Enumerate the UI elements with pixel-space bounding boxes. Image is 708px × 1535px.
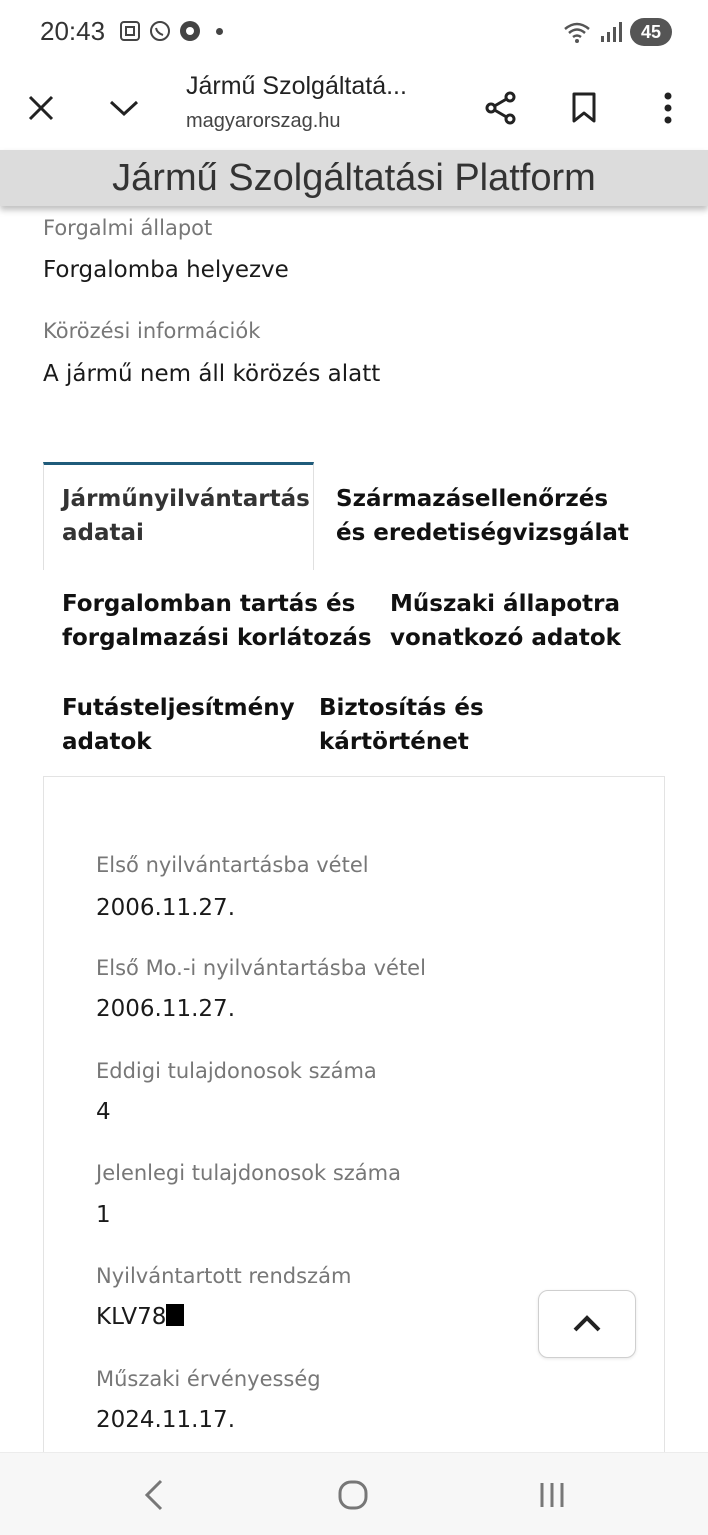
wanted-info-value: A jármű nem áll körözés alatt <box>43 361 381 387</box>
tab-label-line: adatai <box>62 520 144 546</box>
tab-technical-condition[interactable] <box>390 587 621 655</box>
previous-owners-label: Eddigi tulajdonosok száma <box>96 1059 377 1083</box>
browser-toolbar <box>0 66 708 150</box>
tab-label-line: és eredetiségvizsgálat <box>336 520 629 546</box>
more-options-button[interactable] <box>640 80 696 136</box>
back-button[interactable] <box>134 1475 174 1515</box>
tab-label-line: forgalmazási korlátozás <box>62 625 372 651</box>
technical-validity-value: 2024.11.17. <box>96 1407 235 1433</box>
tab-label-line: vonatkozó adatok <box>390 625 621 651</box>
tab-label-line: adatok <box>62 729 152 755</box>
traffic-status-value: Forgalomba helyezve <box>43 257 289 283</box>
media-icon <box>178 19 202 43</box>
chevron-down-icon <box>108 98 140 118</box>
tab-label-line: Forgalomban tartás és <box>62 591 356 617</box>
bookmark-icon <box>571 92 597 124</box>
tab-label-line: Származásellenőrzés <box>336 486 609 512</box>
redaction-box <box>166 1304 184 1326</box>
wanted-info-label: Körözési információk <box>43 319 261 343</box>
scroll-to-top-button[interactable] <box>538 1290 636 1358</box>
technical-validity-label: Műszaki érvényesség <box>96 1367 321 1391</box>
back-icon <box>143 1478 165 1512</box>
tab-vehicle-registry[interactable] <box>62 482 310 550</box>
current-owners-value: 1 <box>96 1202 111 1228</box>
first-registration-value: 2006.11.27. <box>96 895 235 921</box>
home-button[interactable] <box>333 1475 373 1515</box>
close-icon <box>27 94 55 122</box>
status-bar <box>0 0 708 66</box>
tab-origin-check[interactable] <box>336 482 629 550</box>
whatsapp-icon <box>148 19 172 43</box>
chevron-up-icon <box>572 1314 602 1334</box>
recents-button[interactable] <box>532 1475 572 1515</box>
more-notifications-dot <box>216 28 223 35</box>
home-icon <box>337 1479 369 1511</box>
wifi-icon <box>562 20 592 44</box>
tab-insurance[interactable] <box>319 691 484 759</box>
screenshot-icon <box>118 19 142 43</box>
current-owners-label: Jelenlegi tulajdonosok száma <box>96 1161 401 1185</box>
site-header <box>0 150 708 206</box>
tab-label-line: Járműnyilvántartás <box>62 486 310 512</box>
more-vert-icon <box>664 92 672 124</box>
close-tab-button[interactable] <box>13 80 69 136</box>
tab-traffic-restrictions[interactable] <box>62 587 372 655</box>
signal-icon <box>600 20 622 44</box>
first-registration-label: Első nyilvántartásba vétel <box>96 853 369 877</box>
recents-icon <box>537 1480 567 1510</box>
share-icon <box>484 91 518 125</box>
bookmark-button[interactable] <box>556 80 612 136</box>
traffic-status-label: Forgalmi állapot <box>43 216 213 240</box>
page-url[interactable]: magyarorszag.hu <box>186 110 341 132</box>
tab-mileage[interactable] <box>62 691 295 759</box>
tab-label-line: Futásteljesítmény <box>62 695 295 721</box>
plate-number-label: Nyilvántartott rendszám <box>96 1264 352 1288</box>
previous-owners-value: 4 <box>96 1099 111 1125</box>
tab-label-line: kártörténet <box>319 729 469 755</box>
system-icons <box>562 18 672 46</box>
page-title[interactable]: Jármű Szolgáltatá... <box>186 72 407 100</box>
tab-label-line: Műszaki állapotra <box>390 591 620 617</box>
site-title: Jármű Szolgáltatási Platform <box>112 156 596 199</box>
status-time: 20:43 <box>40 16 106 46</box>
share-button[interactable] <box>473 80 529 136</box>
notification-icons <box>118 19 223 43</box>
minimize-button[interactable] <box>96 80 152 136</box>
tab-label-line: Biztosítás és <box>319 695 484 721</box>
battery-indicator: 45 <box>630 18 672 46</box>
plate-number-value: KLV78 <box>96 1304 167 1330</box>
first-hu-registration-label: Első Mo.-i nyilvántartásba vétel <box>96 956 426 980</box>
system-navigation-bar <box>0 1452 708 1535</box>
first-hu-registration-value: 2006.11.27. <box>96 996 235 1022</box>
plate-number-row <box>96 1304 184 1330</box>
